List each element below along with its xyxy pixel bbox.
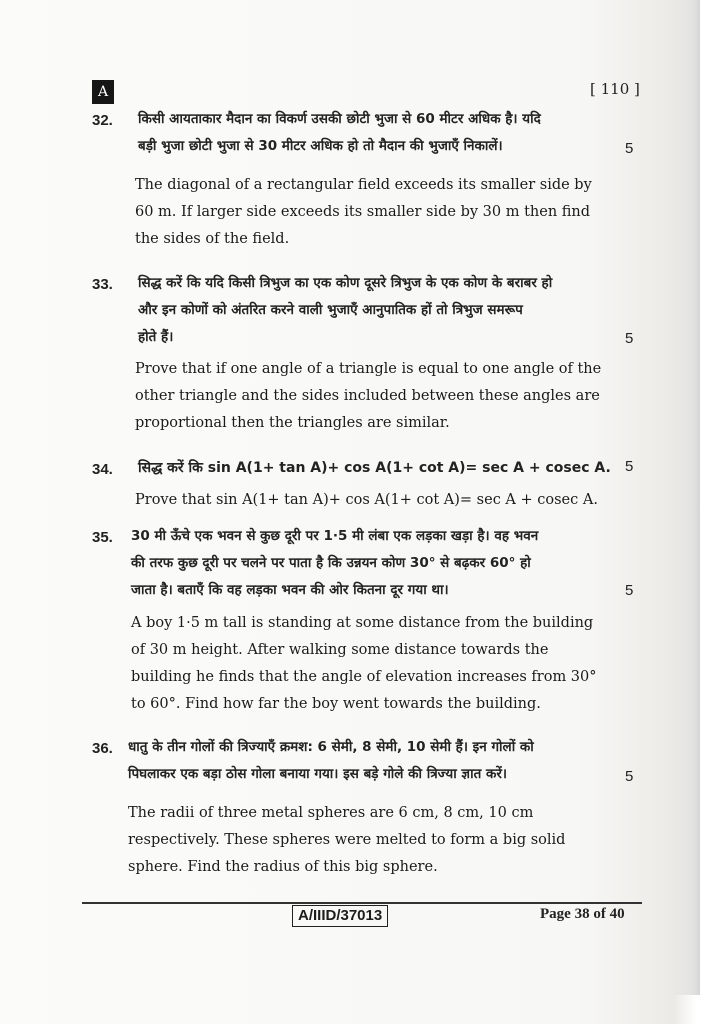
hindi-line: की तरफ कुछ दूरी पर चलने पर पाता है कि उन्नयन कोण 30° से बढ़कर 60° हो: [131, 555, 531, 571]
question-english: [131, 610, 637, 718]
english-line: The diagonal of a rectangular field exceeds its smaller side by: [135, 177, 592, 193]
marks: 5: [625, 768, 634, 785]
hindi-line: जाता है। बताएँ कि वह लड़का भवन की ओर कितना दूर गया था।: [131, 582, 449, 598]
question-number: 33.: [92, 276, 113, 293]
question-english: [135, 356, 643, 437]
english-line: sphere. Find the radius of this big sphere.: [128, 859, 438, 875]
question-english: [135, 487, 643, 514]
question-number: 36.: [92, 740, 113, 757]
english-line: of 30 m height. After walking some distance towards the: [131, 642, 549, 658]
page-number: Page 38 of 40: [540, 906, 625, 922]
english-line: The radii of three metal spheres are 6 cm, 8 cm, 10 cm: [128, 805, 534, 821]
english-line: Prove that if one angle of a triangle is equal to one angle of the: [135, 361, 602, 377]
marks: 5: [625, 140, 634, 157]
question-hindi: [128, 734, 642, 788]
marks: 5: [625, 330, 634, 347]
set-badge: A: [92, 80, 114, 104]
question-english: [128, 800, 636, 881]
hindi-line: सिद्ध करें कि यदि किसी त्रिभुज का एक कोण दूसरे त्रिभुज के एक कोण के बराबर हो: [138, 275, 553, 291]
english-line: other triangle and the sides included between these angles are: [135, 388, 600, 404]
hindi-line: सिद्ध करें कि sin A(1+ tan A)+ cos A(1+ cot A)= sec A + cosec A.: [138, 460, 611, 476]
english-line: proportional then the triangles are similar.: [135, 415, 450, 431]
hindi-line: पिघलाकर एक बड़ा ठोस गोला बनाया गया। इस बड़े गोले की त्रिज्या ज्ञात करें।: [128, 766, 507, 782]
footer-divider: [82, 902, 642, 904]
question-hindi: [138, 106, 643, 160]
english-line: respectively. These spheres were melted to form a big solid: [128, 832, 566, 848]
english-line: 60 m. If larger side exceeds its smaller side by 30 m then find: [135, 204, 591, 220]
question-number: 32.: [92, 112, 113, 129]
question-number: 35.: [92, 529, 113, 546]
page-edge-shadow: [672, 0, 700, 995]
question-hindi: [131, 523, 643, 604]
marks: 5: [625, 582, 634, 599]
hindi-line: किसी आयताकार मैदान का विकर्ण उसकी छोटी भुजा से 60 मीटर अधिक है। यदि: [138, 111, 541, 127]
hindi-line: धातु के तीन गोलों की त्रिज्याएँ क्रमश: 6 सेमी, 8 सेमी, 10 सेमी हैं। इन गोलों को: [128, 739, 534, 755]
hindi-line: और इन कोणों को अंतरित करने वाली भुजाएँ आनुपातिक हों तो त्रिभुज समरूप: [138, 302, 523, 318]
english-line: to 60°. Find how far the boy went towards the building.: [131, 696, 541, 712]
question-number: 34.: [92, 461, 113, 478]
english-line: Prove that sin A(1+ tan A)+ cos A(1+ cot A)= sec A + cosec A.: [135, 492, 598, 508]
english-line: building he finds that the angle of elevation increases from 30°: [131, 669, 597, 685]
question-hindi: [138, 455, 643, 482]
paper-code: A/IIID/37013: [292, 905, 388, 927]
question-hindi: [138, 270, 643, 351]
hindi-line: 30 मी ऊँचे एक भवन से कुछ दूरी पर 1·5 मी लंबा एक लड़का खड़ा है। वह भवन: [131, 528, 539, 544]
hindi-line: बड़ी भुजा छोटी भुजा से 30 मीटर अधिक हो तो मैदान की भुजाएँ निकालें।: [138, 138, 503, 154]
hindi-line: होते हैं।: [138, 329, 174, 345]
page-code: [ 110 ]: [590, 80, 640, 98]
question-english: [135, 172, 643, 253]
english-line: the sides of the field.: [135, 231, 290, 247]
marks: 5: [625, 458, 634, 475]
english-line: A boy 1·5 m tall is standing at some distance from the building: [131, 615, 594, 631]
